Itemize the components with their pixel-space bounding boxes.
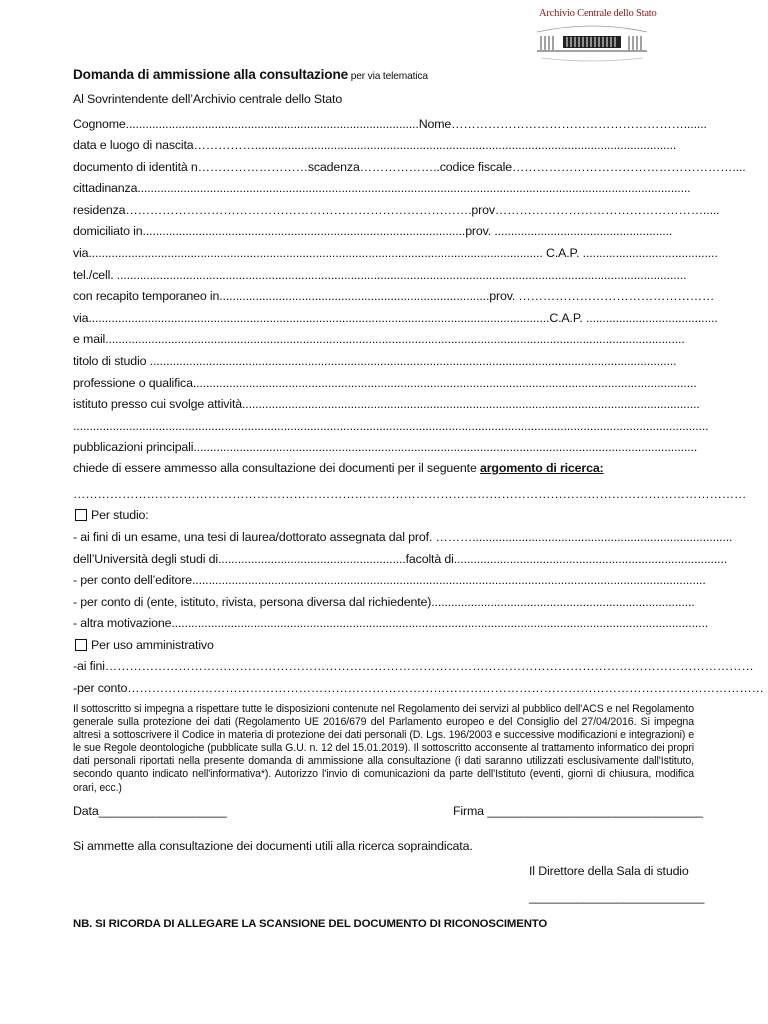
publications-field[interactable]: pubblicazioni principali......................................................................................................................................................... bbox=[73, 440, 698, 454]
institution-logo bbox=[533, 8, 657, 64]
purpose-field[interactable]: -ai fini…………………………………………………………………………………………………………………………………………… bbox=[73, 659, 754, 673]
addressee: Al Sovrintendente dell’Archivio centrale dello Stato bbox=[73, 92, 343, 106]
publisher-field[interactable]: - per conto dell’editore............................................................................................................................................................ bbox=[73, 573, 706, 587]
temporary-address-field[interactable]: con recapito temporaneo in..................................................................................prov. ………………………………………… bbox=[73, 289, 715, 303]
director-label: Il Direttore della Sala di studio bbox=[529, 864, 689, 878]
institute-field[interactable]: istituto presso cui svolge attività........................................................................................................................................... bbox=[73, 397, 700, 411]
street-zip-field[interactable]: via.......................................................................................................................................... C.A.P. ......................................... bbox=[73, 246, 718, 260]
building-icon bbox=[533, 22, 651, 64]
on-behalf-admin-field[interactable]: -per conto………………………………………………………………………………………………………………………………………… bbox=[73, 681, 764, 695]
id-document-field[interactable]: documento di identità n………………………scadenza………………..codice fiscale……………………………………………….... bbox=[73, 160, 746, 174]
education-field[interactable]: titolo di studio ................................................................................................................................................................ bbox=[73, 354, 677, 368]
option-administrative[interactable]: Per uso amministrativo bbox=[73, 638, 694, 653]
citizenship-field[interactable]: cittadinanza........................................................................................................................................................................ bbox=[73, 181, 691, 195]
admission-statement: Si ammette alla consultazione dei documenti utili alla ricerca sopraindicata. bbox=[73, 839, 473, 853]
consent-declaration: Il sottoscritto si impegna a rispettare tutte le disposizioni contenute nel Regolamento dei servizi al pubblico dell'ACS e nel Regolamento generale sulla protezione dei dati (Regolamento UE 2016/679 del Parlamento europeo e del Consiglio del 27/04/2016. Si impegna altresì a sottoscrivere il Codice in materia di protezione dei dati personali (D. Lgs. 196/2003 e successive modificazioni e integrazioni) e le sue Regole deontologiche (pubblicate sulla G.U. n. 12 del 15.01.2019). Il sottoscritto acconsente al trattamento informatico dei propri dati personali riportati nella presente domanda di ammissione alla consultazione (i dati saranno utilizzati esclusivamente dall'Istituto, secondo quanto indicato nell'informativa*). Autorizzo l'invio di comunicazioni da parte dell'Istituto (eventi, giorni di chiusura, modifica orari, ecc.) bbox=[73, 703, 694, 794]
residence-field[interactable]: residenza………………………………………………………………………….prov……………………………………………..... bbox=[73, 203, 720, 217]
option-study[interactable]: Per studio: bbox=[73, 508, 694, 523]
study-checkbox[interactable] bbox=[75, 509, 87, 521]
other-reason-field[interactable]: - altra motivazione................................................................................................................................................................... bbox=[73, 616, 709, 630]
domicile-field[interactable]: domiciliato in..................................................................................................prov. ...................................................... bbox=[73, 224, 673, 238]
institute-field-continued[interactable]: ................................................................................................................................................................................................. bbox=[73, 419, 709, 433]
profession-field[interactable]: professione o qualifica......................................................................................................................................................... bbox=[73, 376, 697, 390]
director-signature-line[interactable]: __________________________ bbox=[529, 890, 705, 904]
date-field[interactable]: Data___________________ bbox=[73, 804, 227, 818]
nb-notice: NB. SI RICORDA DI ALLEGARE LA SCANSIONE DEL DOCUMENTO DI RICONOSCIMENTO bbox=[73, 918, 548, 930]
university-field[interactable]: dell’Università degli studi di.........................................................facoltà di................................................................................... bbox=[73, 552, 727, 566]
birth-field[interactable]: data e luogo di nascita……………................................................................................................................................ bbox=[73, 138, 677, 152]
phone-field[interactable]: tel./cell. ............................................................................................................................................................................. bbox=[73, 268, 687, 282]
request-statement: chiede di essere ammesso alla consultazione dei documenti per il seguente argomento di ricerca: bbox=[73, 461, 604, 475]
research-topic-field[interactable]: ………………………………………………………………………………………………………………………………………………… bbox=[73, 487, 747, 501]
thesis-field[interactable]: - ai fini di un esame, una tesi di laurea/dottorato assegnata dal prof. ………............................................................................... bbox=[73, 530, 733, 544]
on-behalf-field[interactable]: - per conto di (ente, istituto, rivista, persona diversa dal richiedente)................................................................................ bbox=[73, 595, 695, 609]
email-field[interactable]: e mail................................................................................................................................................................................ bbox=[73, 332, 685, 346]
logo-text: Archivio Centrale dello Stato bbox=[539, 8, 657, 19]
form-title: Domanda di ammissione alla consultazione per via telematica bbox=[73, 67, 428, 82]
surname-name-field[interactable]: Cognome.........................................................................................Nome…………………………………………………....... bbox=[73, 117, 707, 131]
signature-field[interactable]: Firma ________________________________ bbox=[453, 804, 703, 818]
temp-street-zip-field[interactable]: via............................................................................................................................................C.A.P. ........................................ bbox=[73, 311, 718, 325]
administrative-checkbox[interactable] bbox=[75, 639, 87, 651]
